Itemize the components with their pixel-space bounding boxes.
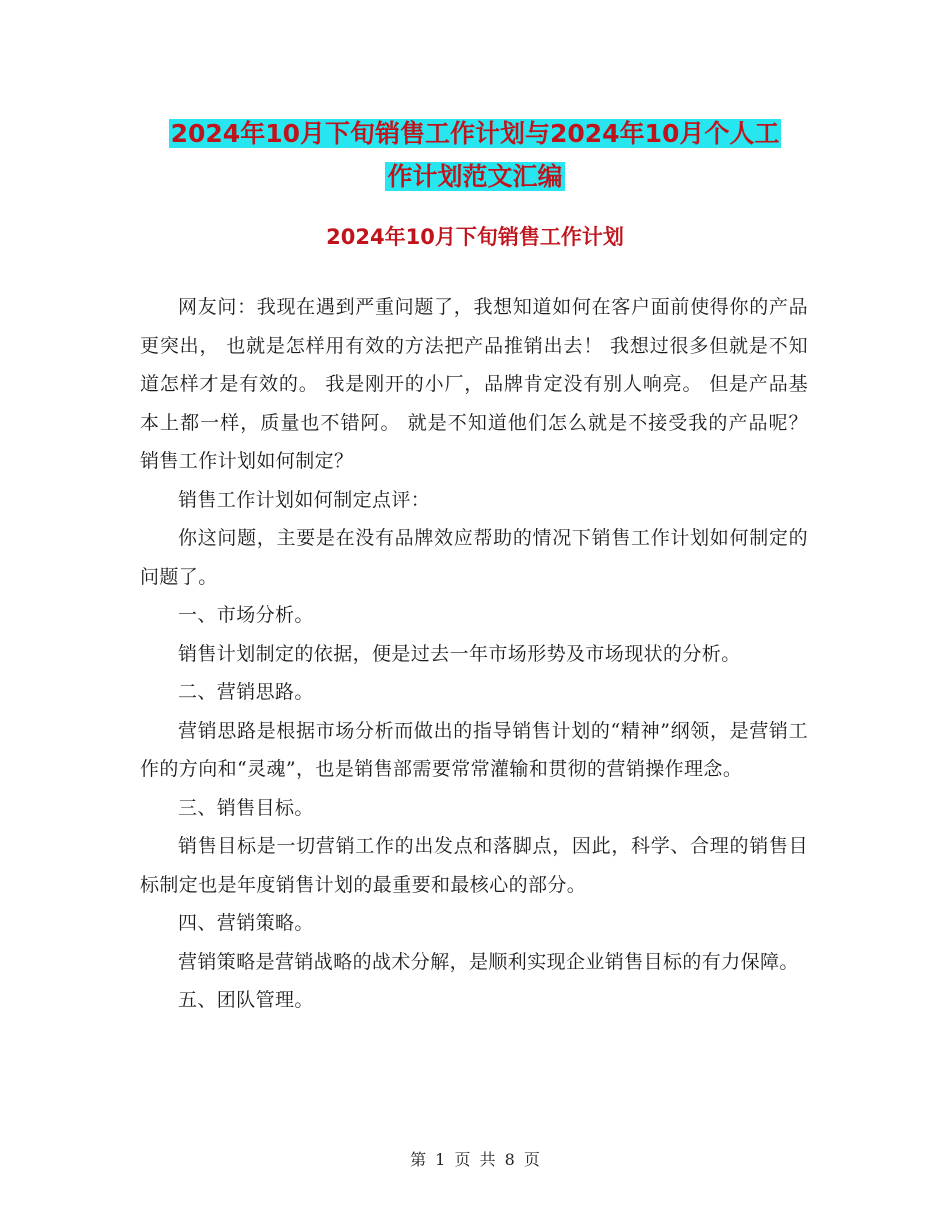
section-title: 2024年10月下旬销售工作计划 — [326, 225, 624, 249]
document-body — [140, 288, 808, 1020]
document-title — [0, 112, 950, 198]
document-title-line-2: 作计划范文汇编 — [387, 162, 563, 191]
paragraph: 销售计划制定的依据，便是过去一年市场形势及市场现状的分析。 — [178, 642, 741, 665]
paragraph: 二、营销思路。 — [178, 681, 314, 703]
paragraph: 你这问题，主要是在没有品牌效应帮助的情况下销售工作计划如何制定的问题了。 — [140, 527, 808, 588]
paragraph: 五、团队管理。 — [178, 989, 314, 1011]
document-title-line-1: 2024年10月下旬销售工作计划与2024年10月个人工 — [170, 119, 780, 148]
paragraph: 三、销售目标。 — [178, 796, 314, 819]
paragraph: 销售工作计划如何制定点评： — [178, 488, 431, 511]
paragraph: 营销思路是根据市场分析而做出的指导销售计划的“精神”纲领，是营销工作的方向和“灵魂”，也是销售部需要常常灌输和贯彻的营销操作理念。 — [140, 719, 808, 780]
paragraph: 四、营销策略。 — [178, 912, 314, 934]
paragraph: 一、市场分析。 — [178, 604, 314, 626]
paragraph: 销售目标是一切营销工作的出发点和落脚点，因此，科学、合理的销售目标制定也是年度销售计划的最重要和最核心的部分。 — [140, 835, 808, 896]
page-number-footer: 第 1 页 共 8 页 — [410, 1150, 540, 1169]
paragraph: 网友问：我现在遇到严重问题了，我想知道如何在客户面前使得你的产品更突出， 也就是怎样用有效的方法把产品推销出去！ 我想过很多但就是不知道怎样才是有效的。 我是刚开的小厂，品牌肯定没有别人响亮。 但是产品基本上都一样，质量也不错阿。 就是不知道他们怎么就是不接受我的产品呢？ 销售工作计划如何制定？ — [140, 296, 808, 472]
paragraph: 营销策略是营销战略的战术分解，是顺利实现企业销售目标的有力保障。 — [178, 950, 799, 973]
